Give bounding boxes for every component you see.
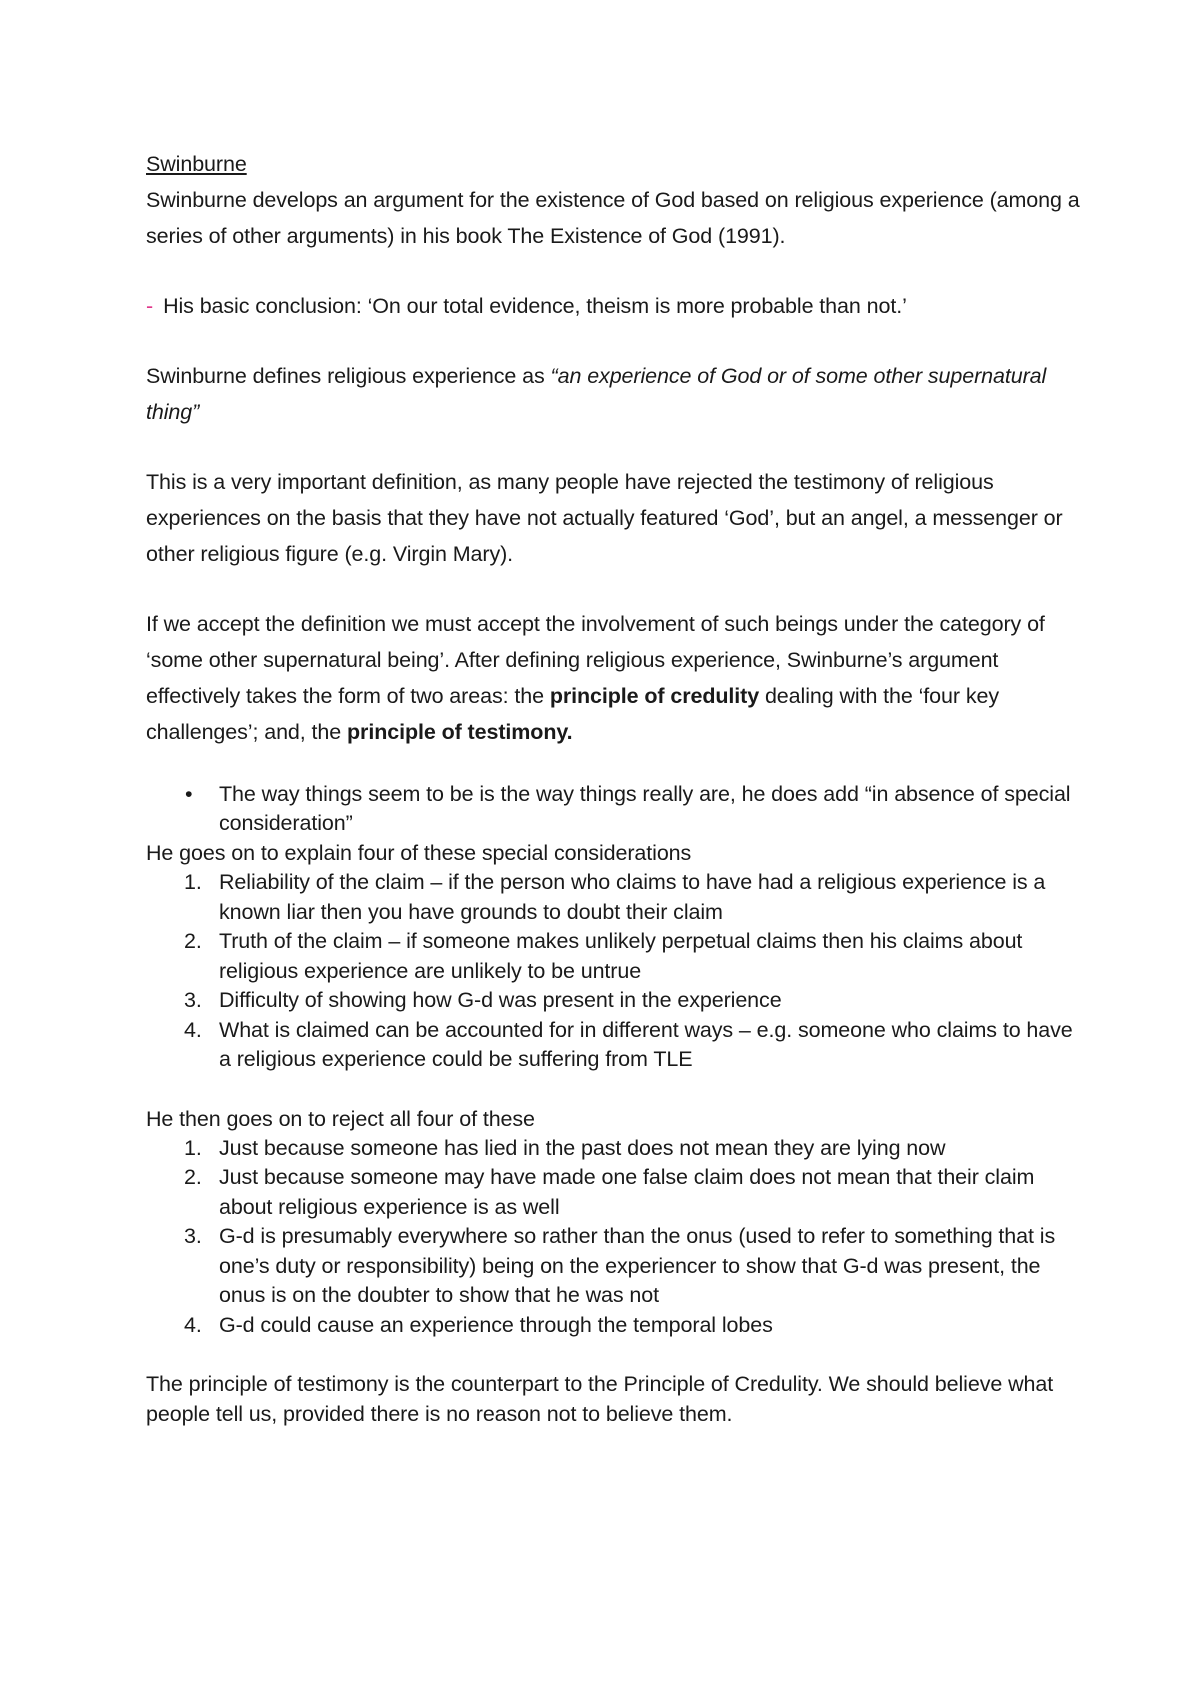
list-item [146,1311,1086,1341]
list-number: 3. [184,988,202,1012]
spacer [146,1075,1086,1104]
bullet-icon: • [185,782,193,806]
list-number: 1. [184,1135,202,1160]
list-number: 3. [184,1224,202,1248]
definition-quote: “an experience of God or of some other supernatural thing” [146,364,1047,424]
rejections-list [146,1134,1086,1341]
list-text: Reliability of the claim – if the person who claims to have had a religious experience is a known liar then you have grounds to doubt their claim [219,870,1046,924]
spacer [146,572,1086,606]
list-text: G-d could cause an experience through the temporal lobes [219,1312,773,1337]
testimony-paragraph: The principle of testimony is the counterpart to the Principle of Credulity. We should believe what people tell us, provided there is no reason not to believe them. [146,1372,1054,1426]
list-number: 2. [184,929,202,953]
importance-paragraph: This is a very important definition, as many people have rejected the testimony of religious experiences on the basis that they have not actually featured ‘God’, but an angel, a messenger or other religious figure (e.g. Virgin Mary). [146,470,1063,566]
section-heading: Swinburne [146,152,247,176]
document-page [146,146,1086,1429]
rejections-intro: He then goes on to reject all four of these [146,1106,535,1131]
list-text: What is claimed can be accounted for in different ways – e.g. someone who claims to have a religious experience could be suffering from TLE [219,1017,1073,1071]
considerations-intro: He goes on to explain four of these special considerations [146,841,692,865]
list-number: 2. [184,1165,202,1189]
list-number: 4. [184,1017,202,1042]
list-item [146,927,1086,986]
list-item [146,868,1086,927]
list-text: Just because someone may have made one false claim does not mean that their claim about religious experience is as well [219,1165,1035,1219]
list-item [146,1134,1086,1164]
spacer [146,1340,1086,1369]
list-text: Truth of the claim – if someone makes unlikely perpetual claims then his claims about religious experience are unlikely to be untrue [219,929,1023,983]
considerations-list [146,868,1086,1075]
intro-paragraph: Swinburne develops an argument for the existence of God based on religious experience (among a series of other arguments) in his book The Existence of God (1991). [146,188,1080,248]
list-item [146,1016,1086,1075]
spacer [146,254,1086,288]
accept-middle: dealing with the ‘four key challenges’; and, the [146,684,999,744]
bullet-text: The way things seem to be is the way things really are, he does add “in absence of special consideration” [219,782,1071,835]
dash-marker: - [146,294,154,318]
list-number: 4. [184,1312,202,1337]
list-text: G-d is presumably everywhere so rather than the onus (used to refer to something that is one’s duty or responsibility) being on the experiencer to show that G-d was present, the onus is on the doubter to show that he was not [219,1224,1056,1307]
spacer [146,750,1086,780]
definition-paragraph [146,358,1086,430]
definition-prefix: Swinburne defines religious experience as [146,364,551,388]
list-text: Difficulty of showing how G-d was present in the experience [219,988,782,1012]
list-text: Just because someone has lied in the past does not mean they are lying now [219,1135,946,1160]
accept-text: If we accept the definition we must accept the involvement of such beings under the category of ‘some other supernatural being’. After defining religious experience, Swinburne’s argument effectively takes the form of two areas: the [146,612,1045,708]
spacer [146,324,1086,358]
bullet-list [146,780,1086,838]
conclusion-line [146,288,1086,324]
list-item [146,986,1086,1016]
bullet-item [146,780,1086,838]
list-item [146,1163,1086,1222]
principle-of-testimony: principle of testimony. [347,720,573,744]
accept-paragraph [146,606,1086,750]
principle-of-credulity: principle of credulity [549,684,760,708]
conclusion-text: His basic conclusion: ‘On our total evidence, theism is more probable than not.’ [163,294,907,318]
list-number: 1. [184,870,202,894]
list-item [146,1222,1086,1311]
spacer [146,430,1086,464]
